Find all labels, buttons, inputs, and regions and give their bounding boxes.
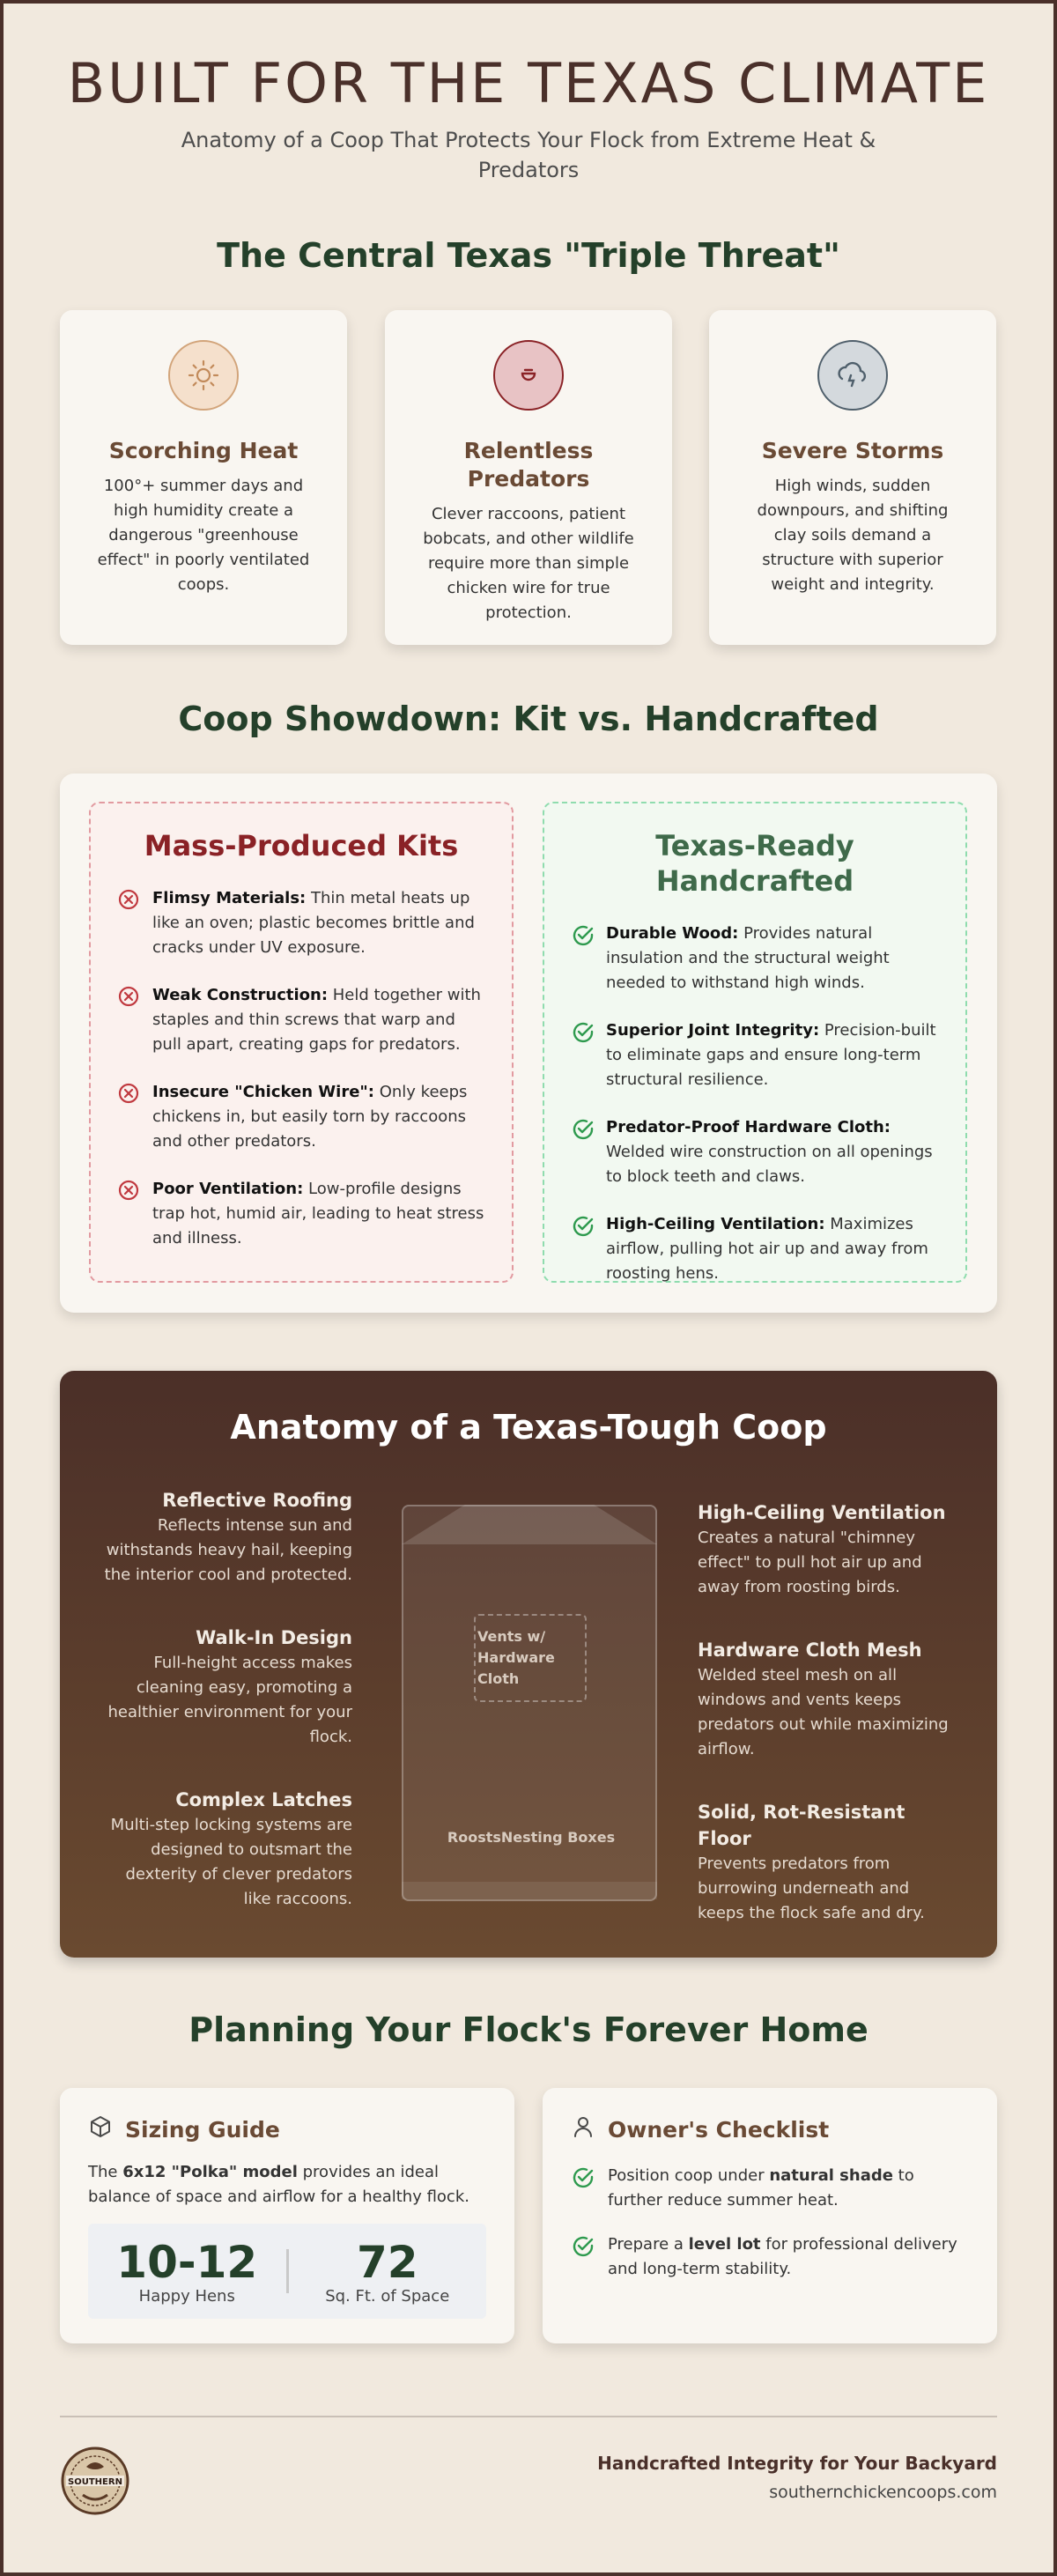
- threat-text: High winds, sudden downpours, and shifting clay soils demand a structure with superior weight and integrity.: [757, 477, 949, 594]
- item-description: Maximizes airflow, pulling hot air up and away from roosting hens.: [606, 1215, 928, 1283]
- item-text: [606, 922, 939, 996]
- check-circle-icon: [571, 1212, 606, 1286]
- kits-column: [89, 802, 514, 1283]
- sizing-guide-header: [88, 2114, 486, 2144]
- feature-text: Creates a natural "chimney effect" to pull hot air up and away from roosting birds.: [698, 1529, 922, 1596]
- feature-text: Welded steel mesh on all windows and vents keeps predators out while maximizing airflow.: [698, 1666, 949, 1758]
- feature-title: Solid, Rot-Resistant Floor: [698, 1802, 905, 1849]
- user-icon: [571, 2114, 595, 2144]
- checklist-text: [608, 2164, 969, 2213]
- threat-card-heat: [60, 310, 347, 645]
- feature-hardware-cloth: [698, 1637, 953, 1762]
- threat-title: Severe Storms: [761, 438, 944, 463]
- stat-label: Sq. Ft. of Space: [325, 2286, 450, 2306]
- feature-ventilation: [698, 1499, 953, 1600]
- page-subtitle: Anatomy of a Coop That Protects Your Flock from Extreme Heat & Predators: [181, 128, 876, 182]
- page-title: BUILT FOR THE TEXAS CLIMATE: [67, 51, 990, 115]
- threat-title: Scorching Heat: [108, 438, 299, 463]
- bowl-icon: [493, 340, 564, 411]
- item-label: Predator-Proof Hardware Cloth:: [606, 1118, 891, 1136]
- southern-logo: [60, 2446, 130, 2516]
- feature-title: Complex Latches: [175, 1789, 352, 1810]
- item-description: Only keeps chickens in, but easily torn by raccoons and other predators.: [152, 1083, 468, 1151]
- anatomy-panel: [60, 1371, 997, 1958]
- stat-space: [289, 2238, 487, 2306]
- feature-text: Reflects intense sun and withstands heavy hail, keeping the interior cool and protected.: [104, 1516, 352, 1584]
- x-circle-icon: [117, 1177, 152, 1251]
- sun-icon: [168, 340, 239, 411]
- anatomy-title: Anatomy of a Texas-Tough Coop: [230, 1408, 827, 1447]
- threat-text: Clever raccoons, patient bobcats, and other wildlife require more than simple chicken wire for true protection.: [423, 505, 634, 622]
- x-circle-icon: [117, 983, 152, 1057]
- item-description: Thin metal heats up like an oven; plastic becomes brittle and cracks under UV exposure.: [152, 889, 475, 957]
- item-label: Poor Ventilation:: [152, 1180, 304, 1198]
- text-segment: for professional delivery and long-term stability.: [608, 2235, 957, 2278]
- checklist-title: Owner's Checklist: [608, 2116, 830, 2143]
- owners-checklist-card: [543, 2088, 997, 2343]
- check-circle-icon: [571, 1018, 606, 1092]
- feature-reflective-roofing: [97, 1487, 352, 1588]
- item-text: [152, 983, 485, 1057]
- stat-hens: [88, 2238, 286, 2306]
- list-item: [117, 983, 485, 1057]
- vent-label: Vents w/ Hardware Cloth: [474, 1614, 587, 1702]
- text-segment: provides an ideal balance of space and airflow for a healthy flock.: [88, 2163, 469, 2206]
- text-emphasis: natural shade: [769, 2166, 893, 2185]
- list-item: [571, 1018, 939, 1092]
- planning-heading: Planning Your Flock's Forever Home: [188, 2010, 869, 2049]
- footer-divider: [60, 2416, 997, 2417]
- stat-value: 10-12: [116, 2236, 258, 2288]
- roosts-nesting-label: RoostsNesting Boxes: [447, 1829, 616, 1846]
- check-circle-icon: [571, 1115, 606, 1189]
- feature-latches: [97, 1787, 352, 1912]
- item-label: Insecure "Chicken Wire":: [152, 1083, 374, 1101]
- list-item: [571, 1212, 939, 1286]
- feature-title: Walk-In Design: [196, 1627, 352, 1648]
- check-circle-icon: [571, 2164, 608, 2213]
- showdown-heading: Coop Showdown: Kit vs. Handcrafted: [178, 700, 879, 738]
- list-item: [117, 886, 485, 960]
- list-item: [571, 1115, 939, 1189]
- item-text: [152, 886, 485, 960]
- footer-tagline: Handcrafted Integrity for Your Backyard: [597, 2453, 997, 2474]
- handcrafted-title: Texas-Ready Handcrafted: [655, 829, 854, 898]
- item-text: [606, 1115, 939, 1189]
- threats-heading: The Central Texas "Triple Threat": [217, 236, 840, 275]
- text-segment: Prepare a: [608, 2235, 689, 2254]
- item-description: Precision-built to eliminate gaps and ensure long-term structural resilience.: [606, 1021, 936, 1089]
- sizing-stats: [88, 2224, 486, 2319]
- item-description: Welded wire construction on all openings to block teeth and claws.: [606, 1143, 933, 1186]
- showdown-panel: [60, 774, 997, 1313]
- x-circle-icon: [117, 1080, 152, 1154]
- item-label: Weak Construction:: [152, 986, 329, 1004]
- feature-text: Full-height access makes cleaning easy, promoting a healthier environment for your flock.: [107, 1654, 352, 1746]
- text-segment: Position coop under: [608, 2166, 770, 2185]
- item-label: Superior Joint Integrity:: [606, 1021, 820, 1040]
- sizing-guide-card: [60, 2088, 514, 2343]
- item-label: High-Ceiling Ventilation:: [606, 1215, 825, 1233]
- text-segment: to further reduce summer heat.: [608, 2166, 914, 2210]
- threat-text: 100°+ summer days and high humidity create a dangerous "greenhouse effect" in poorly ventilated coops.: [97, 477, 310, 594]
- checklist-header: [571, 2114, 969, 2144]
- text-emphasis: level lot: [688, 2235, 761, 2254]
- stat-value: 72: [356, 2236, 418, 2288]
- x-circle-icon: [117, 886, 152, 960]
- cube-icon: [88, 2114, 113, 2144]
- feature-title: High-Ceiling Ventilation: [698, 1502, 946, 1523]
- item-label: Flimsy Materials:: [152, 889, 307, 907]
- threat-card-storms: [709, 310, 996, 645]
- sizing-guide-text: [88, 2160, 486, 2210]
- list-item: [117, 1177, 485, 1251]
- threat-title: Relentless Predators: [463, 438, 594, 492]
- item-description: Held together with staples and thin screws that warp and pull apart, creating gaps for predators.: [152, 986, 481, 1054]
- list-item: [571, 922, 939, 996]
- footer-url[interactable]: southernchickencoops.com: [769, 2483, 997, 2502]
- model-name: 6x12 "Polka" model: [122, 2163, 298, 2181]
- feature-floor: [698, 1799, 953, 1926]
- item-text: [606, 1212, 939, 1286]
- handcrafted-column: [543, 802, 967, 1283]
- text-segment: The: [88, 2163, 123, 2181]
- item-text: [152, 1080, 485, 1154]
- threat-card-predators: [385, 310, 672, 645]
- check-circle-icon: [571, 2232, 608, 2282]
- logo-text: SOUTHERN: [68, 2477, 122, 2487]
- item-text: [606, 1018, 939, 1092]
- checklist-item: [571, 2232, 969, 2282]
- feature-title: Hardware Cloth Mesh: [698, 1640, 922, 1661]
- feature-text: Multi-step locking systems are designed to outsmart the dexterity of clever predators like raccoons.: [110, 1816, 352, 1908]
- item-description: Provides natural insulation and the structural weight needed to withstand high winds.: [606, 924, 890, 992]
- item-description: Low-profile designs trap hot, humid air, leading to heat stress and illness.: [152, 1180, 484, 1247]
- feature-title: Reflective Roofing: [162, 1490, 352, 1511]
- checklist-item: [571, 2164, 969, 2213]
- storm-icon: [817, 340, 888, 411]
- check-circle-icon: [571, 922, 606, 996]
- stat-label: Happy Hens: [138, 2286, 235, 2306]
- list-item: [117, 1080, 485, 1154]
- coop-diagram: [402, 1505, 657, 1901]
- kits-title: Mass-Produced Kits: [144, 829, 459, 862]
- checklist-text: [608, 2232, 969, 2282]
- feature-text: Prevents predators from burrowing underneath and keeps the flock safe and dry.: [698, 1854, 925, 1922]
- item-label: Durable Wood:: [606, 924, 739, 943]
- sizing-guide-title: Sizing Guide: [125, 2116, 280, 2143]
- feature-walk-in: [97, 1625, 352, 1750]
- item-text: [152, 1177, 485, 1251]
